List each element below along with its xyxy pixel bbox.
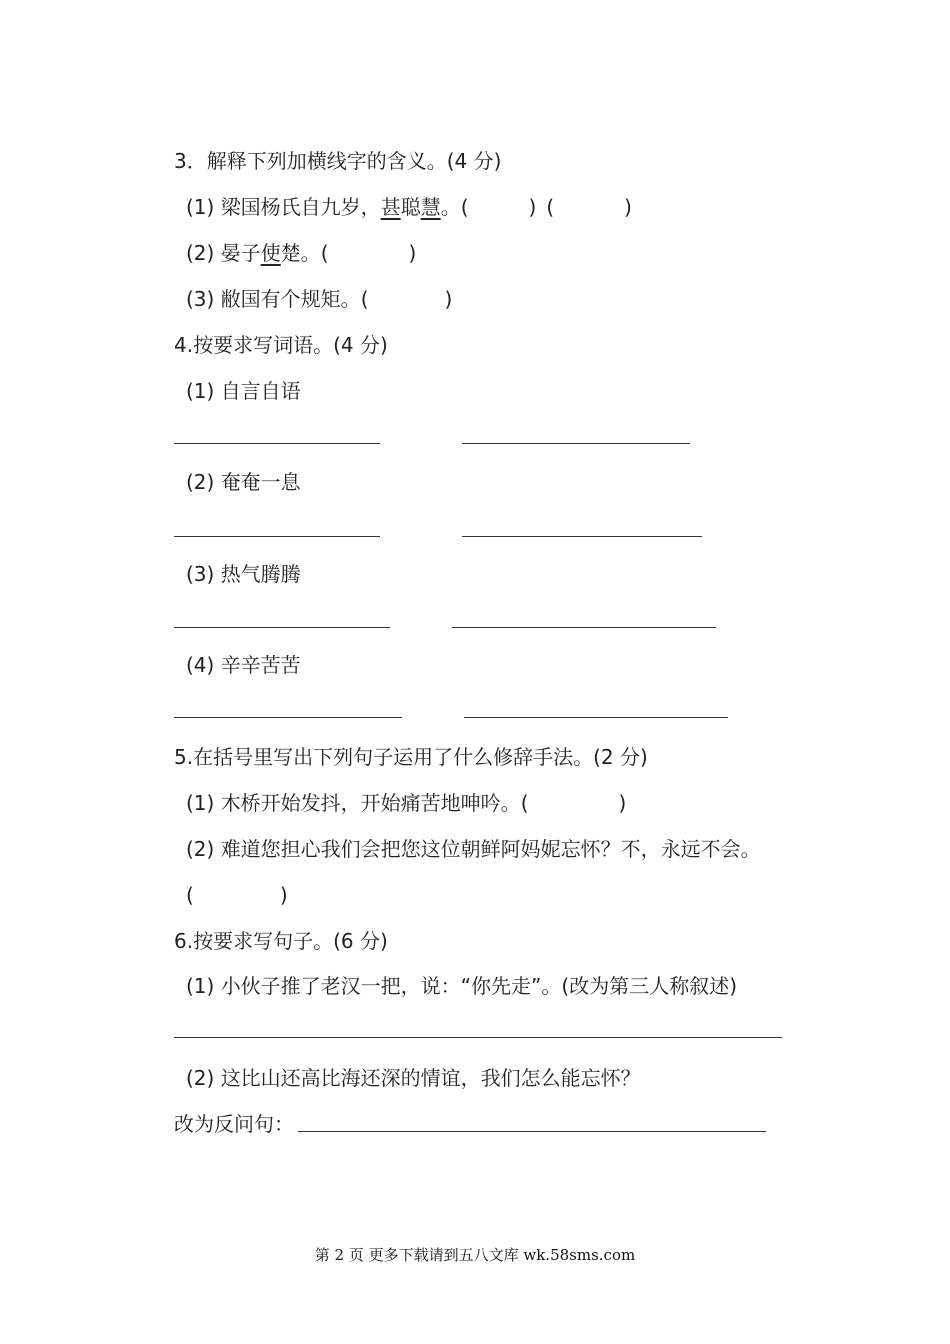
answer-blank-open[interactable]: ( <box>460 195 469 219</box>
answer-blank-close: ) <box>408 241 417 265</box>
q3-item1-prefix: (1) 梁国杨氏自九岁， <box>186 195 381 219</box>
answer-line[interactable] <box>462 443 690 444</box>
q6-title: 6.按要求写句子。(6 分) <box>174 929 388 953</box>
q4-item-2: (2) 奄奄一息 <box>186 470 301 494</box>
answer-line[interactable] <box>174 536 380 537</box>
q3-item1-underlined-1: 甚 <box>380 195 401 219</box>
answer-blank-open[interactable]: ( <box>520 791 529 815</box>
q3-item1 <box>186 194 632 220</box>
answer-blank-close: ) <box>279 883 288 907</box>
answer-blank-close: ) <box>528 195 537 219</box>
q3-item2-prefix: (2) 晏子 <box>186 241 261 265</box>
answer-blank-open[interactable]: ( <box>186 883 194 907</box>
answer-line[interactable] <box>298 1131 766 1132</box>
q3-item2-underlined: 使 <box>260 241 281 265</box>
answer-blank-open[interactable]: ( <box>360 287 369 311</box>
q3-item1-suffix: 。 <box>440 195 461 219</box>
answer-line[interactable] <box>174 443 380 444</box>
answer-line[interactable] <box>174 1037 782 1038</box>
q4-item-3: (3) 热气腾腾 <box>186 562 301 586</box>
q3-item1-mid: 聪 <box>400 195 421 219</box>
q3-item2-suffix: 楚。 <box>280 241 321 265</box>
answer-blank-open[interactable]: ( <box>320 241 329 265</box>
q4-item-1: (1) 自言自语 <box>186 379 301 403</box>
answer-line[interactable] <box>464 717 728 718</box>
q6-item1: (1) 小伙子推了老汉一把，说：“你先走”。(改为第三人称叙述) <box>186 974 738 998</box>
q3-item1-underlined-2: 慧 <box>420 195 441 219</box>
answer-blank-close: ) <box>624 195 632 219</box>
q5-title: 5.在括号里写出下列句子运用了什么修辞手法。(2 分) <box>174 745 648 769</box>
q3-title: 3．解释下列加横线字的含义。(4 分) <box>174 149 502 173</box>
q4-item-4: (4) 辛辛苦苦 <box>186 653 301 677</box>
q3-item2 <box>186 240 416 266</box>
q3-item3 <box>186 286 452 312</box>
answer-line[interactable] <box>462 536 702 537</box>
page-footer: 第 2 页 更多下载请到五八文库 wk.58sms.com <box>314 1246 636 1264</box>
q4-title: 4.按要求写词语。(4 分) <box>174 333 388 357</box>
q3-item3-text: (3) 敝国有个规矩。 <box>186 287 361 311</box>
answer-blank-close: ) <box>618 791 627 815</box>
q6-item2: (2) 这比山还高比海还深的情谊，我们怎么能忘怀？ <box>186 1066 641 1090</box>
q5-item2: (2) 难道您担心我们会把您这位朝鲜阿妈妮忘怀？不，永远不会。 <box>186 837 761 861</box>
answer-line[interactable] <box>174 627 390 628</box>
q5-item1 <box>186 790 626 816</box>
q6-item2-label: 改为反问句： <box>174 1112 294 1136</box>
q5-item1-text: (1) 木桥开始发抖，开始痛苦地呻吟。 <box>186 791 521 815</box>
answer-blank-open[interactable]: ( <box>546 195 555 219</box>
answer-blank-close: ) <box>444 287 453 311</box>
answer-line[interactable] <box>452 627 716 628</box>
q5-item2-answer <box>186 882 288 908</box>
answer-line[interactable] <box>174 717 402 718</box>
